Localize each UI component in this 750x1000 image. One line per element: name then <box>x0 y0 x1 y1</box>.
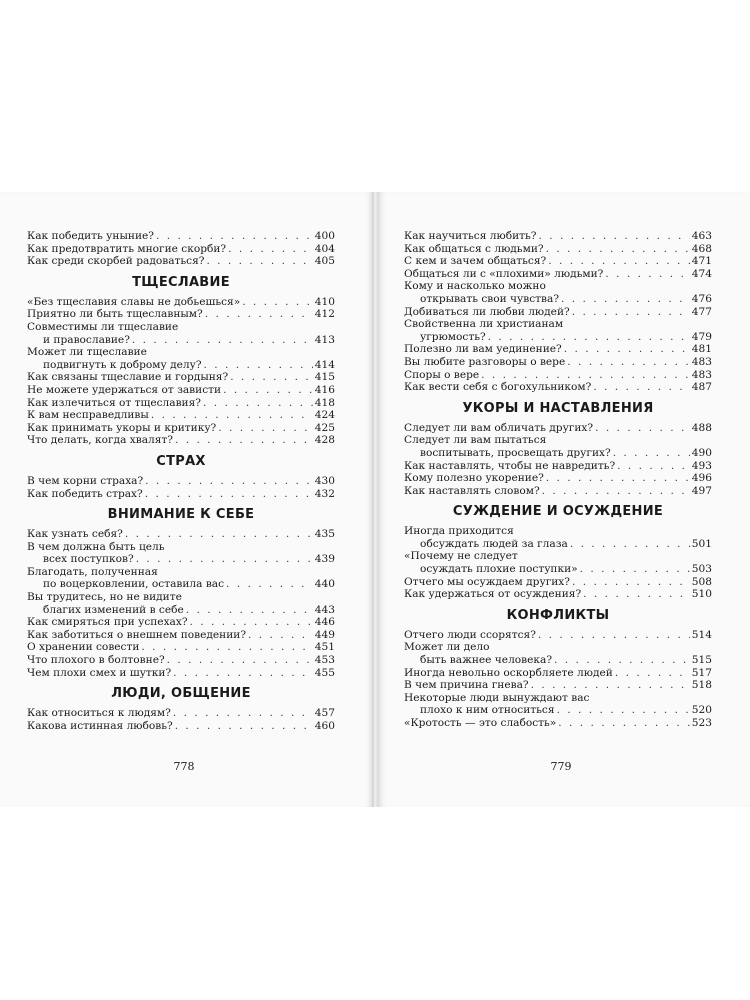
toc-entry <box>404 306 712 319</box>
toc-page-number: 479 <box>691 330 712 343</box>
toc-entry-title: Приятно ли быть тщеславным? <box>27 308 203 321</box>
toc-entry <box>27 243 335 256</box>
section-heading: УКОРЫ И НАСТАВЛЕНИЯ <box>462 400 654 416</box>
toc-entry-title: открывать свои чувства? <box>420 292 560 305</box>
toc-entry-line <box>404 588 712 601</box>
dot-leader <box>218 422 313 435</box>
dot-leader <box>230 371 313 384</box>
dot-leader <box>567 356 690 369</box>
toc-page-number: 468 <box>691 242 712 255</box>
toc-entry <box>27 528 335 541</box>
toc-page-number: 416 <box>314 383 335 396</box>
dot-leader <box>206 255 312 268</box>
toc-entry-line <box>404 230 712 243</box>
toc-page-number: 449 <box>314 628 335 641</box>
toc-entry-title: С кем и зачем общаться? <box>404 255 547 268</box>
toc-entry-title: быть важнее человека? <box>420 654 553 667</box>
toc-entry-title: Споры о вере <box>404 368 480 381</box>
toc-entry-line <box>27 578 335 591</box>
dot-leader <box>145 488 313 501</box>
toc-page-number: 435 <box>314 528 335 541</box>
toc-entry <box>404 255 712 268</box>
toc-entry-title: О хранении совести <box>27 641 140 654</box>
toc-entry-title: В чем должна быть цель <box>27 540 165 553</box>
toc-entry <box>27 654 335 667</box>
dot-leader <box>242 296 313 309</box>
toc-entry <box>27 591 335 616</box>
toc-entry-line <box>404 268 712 281</box>
toc-entry-line <box>404 485 712 498</box>
toc-page-number: 487 <box>691 381 712 394</box>
toc-entry <box>27 566 335 591</box>
dot-leader <box>203 397 313 410</box>
toc-page-number: 455 <box>314 666 335 679</box>
toc-entry-title: Может ли тщеславие <box>27 346 147 359</box>
dot-leader <box>175 720 313 733</box>
toc-entry-line <box>404 331 712 344</box>
toc-page-number: 414 <box>314 358 335 371</box>
toc-entry-line <box>404 679 712 692</box>
dot-leader <box>226 578 313 591</box>
toc-entry-title: Как наставлять, чтобы не навредить? <box>404 459 616 472</box>
toc-entry-title: Отчего люди ссорятся? <box>404 628 536 641</box>
toc-page-number: 404 <box>314 242 335 255</box>
toc-entry <box>404 243 712 256</box>
toc-page-number: 497 <box>691 484 712 497</box>
toc-entry-line <box>27 243 335 256</box>
toc-entry-title: благих изменений в себе <box>43 603 184 616</box>
toc-entry-line <box>27 475 335 488</box>
toc-entry-title: Следует ли вам пытаться <box>404 434 547 447</box>
toc-entry-title: Как предотвратить многие скорби? <box>27 242 227 255</box>
toc-entry-title: Как вести себя с богохульником? <box>404 381 592 394</box>
toc-entry <box>404 460 712 473</box>
toc-entry-title: В чем причина гнева? <box>404 679 529 692</box>
dot-leader <box>173 707 313 720</box>
toc-entry <box>27 308 335 321</box>
toc-entry <box>404 356 712 369</box>
toc-page-number: 413 <box>314 333 335 346</box>
section-heading: ВНИМАНИЕ К СЕБЕ <box>107 507 255 523</box>
toc-entry-line <box>27 308 335 321</box>
toc-entry-line <box>27 334 335 347</box>
toc-entry-line <box>27 409 335 422</box>
dot-leader <box>605 268 689 281</box>
toc-entry-title: Отчего мы осуждаем других? <box>404 575 570 588</box>
toc-entry-line <box>27 422 335 435</box>
toc-entry-line <box>404 447 712 460</box>
dot-leader <box>145 475 313 488</box>
toc-page-number: 503 <box>691 563 712 576</box>
toc-page-number: 514 <box>691 628 712 641</box>
dot-leader <box>538 629 690 642</box>
toc-entry-line <box>404 343 712 356</box>
toc-page-number: 460 <box>314 719 335 732</box>
toc-entry-line <box>404 472 712 485</box>
section-heading: КОНФЛИКТЫ <box>506 607 610 623</box>
dot-leader <box>572 576 690 589</box>
toc-entry-title: Кому и насколько можно <box>404 280 546 293</box>
toc-entry-title: и православие? <box>43 333 130 346</box>
left-page-number: 778 <box>173 760 195 773</box>
toc-entry-line <box>27 397 335 410</box>
toc-entry-title: Полезно ли вам уединение? <box>404 343 562 356</box>
toc-entry <box>27 616 335 629</box>
toc-entry <box>404 343 712 356</box>
toc-entry <box>404 434 712 459</box>
toc-entry-title: плохо к ним относиться <box>420 704 555 717</box>
toc-entry <box>27 409 335 422</box>
toc-entry <box>404 667 712 680</box>
toc-entry-line <box>404 704 712 717</box>
toc-entry <box>27 475 335 488</box>
dot-leader <box>141 641 312 654</box>
toc-entry-title: Не можете удержаться от зависти <box>27 383 222 396</box>
toc-entry-line <box>27 629 335 642</box>
dot-leader <box>548 255 690 268</box>
toc-entry-line <box>27 359 335 372</box>
toc-entry-title: Как заботиться о внешнем поведении? <box>27 628 247 641</box>
toc-page-number: 451 <box>314 641 335 654</box>
toc-page-number: 490 <box>691 446 712 459</box>
toc-entry <box>27 422 335 435</box>
toc-page-number: 443 <box>314 603 335 616</box>
toc-entry <box>27 321 335 346</box>
toc-entry-line <box>404 255 712 268</box>
toc-entry <box>404 679 712 692</box>
toc-entry <box>404 641 712 666</box>
toc-page-number: 508 <box>691 575 712 588</box>
toc-entry-title: всех поступков? <box>43 553 134 566</box>
toc-entry-line <box>404 422 712 435</box>
toc-entry-title: Как победить уныние? <box>27 230 154 242</box>
dot-leader <box>557 704 690 717</box>
dot-leader <box>205 308 313 321</box>
right-toc-column <box>404 230 712 730</box>
toc-entry-title: Вы любите разговоры о вере <box>404 355 566 368</box>
toc-entry <box>404 280 712 305</box>
toc-page-number: 488 <box>691 421 712 434</box>
toc-entry-line <box>404 629 712 642</box>
toc-entry <box>404 576 712 589</box>
toc-entry-title: Кому полезно укорение? <box>404 472 544 485</box>
toc-entry-line <box>27 720 335 733</box>
toc-entry <box>404 230 712 243</box>
toc-entry-line <box>27 230 335 243</box>
toc-entry-line <box>404 381 712 394</box>
toc-entry-title: Иногда приходится <box>404 525 514 538</box>
dot-leader <box>542 485 690 498</box>
dot-leader <box>204 359 313 372</box>
toc-entry <box>27 371 335 384</box>
dot-leader <box>248 629 313 642</box>
toc-entry <box>27 720 335 733</box>
toc-page-number: 515 <box>691 654 712 667</box>
dot-leader <box>572 306 690 319</box>
toc-entry-title: осуждать плохие поступки» <box>420 563 578 576</box>
toc-entry <box>404 588 712 601</box>
dot-leader <box>488 331 690 344</box>
toc-entry <box>27 629 335 642</box>
toc-page-number: 520 <box>691 704 712 717</box>
toc-entry-title: Чем плохи смех и шутки? <box>27 666 172 679</box>
toc-entry <box>404 422 712 435</box>
toc-page-number: 493 <box>691 459 712 472</box>
toc-page-number: 439 <box>314 553 335 566</box>
section-heading: ЛЮДИ, ОБЩЕНИЕ <box>111 686 251 702</box>
section-heading: ТЩЕСЛАВИЕ <box>132 274 230 290</box>
right-page <box>378 192 750 807</box>
toc-entry <box>27 541 335 566</box>
dot-leader <box>595 422 690 435</box>
dot-leader <box>583 588 690 601</box>
toc-entry <box>404 268 712 281</box>
toc-page-number: 428 <box>314 434 335 447</box>
toc-entry-line <box>27 654 335 667</box>
toc-entry-title: Вы трудитесь, но не видите <box>27 591 182 604</box>
toc-entry-title: Как научиться любить? <box>404 230 537 242</box>
toc-entry-line <box>27 604 335 617</box>
toc-entry <box>27 397 335 410</box>
toc-page-number: 400 <box>314 230 335 242</box>
toc-page-number: 432 <box>314 487 335 500</box>
dot-leader <box>558 717 689 730</box>
toc-entry-title: Как среди скорбей радоваться? <box>27 255 205 268</box>
toc-entry-line <box>27 296 335 309</box>
dot-leader <box>156 230 313 243</box>
toc-page-number: 463 <box>691 230 712 242</box>
toc-entry-line <box>404 563 712 576</box>
toc-page-number: 496 <box>691 472 712 485</box>
toc-page-number: 476 <box>691 292 712 305</box>
toc-entry-line <box>27 616 335 629</box>
toc-entry-title: Свойственна ли христианам <box>404 318 564 331</box>
left-page <box>0 192 373 807</box>
toc-page-number: 418 <box>314 396 335 409</box>
toc-entry <box>27 488 335 501</box>
toc-page-number: 483 <box>691 368 712 381</box>
toc-page-number: 474 <box>691 267 712 280</box>
toc-entry <box>27 255 335 268</box>
toc-page-number: 501 <box>691 537 712 550</box>
toc-entry-title: воспитывать, просвещать других? <box>420 446 611 459</box>
dot-leader <box>481 369 690 382</box>
toc-page-number: 523 <box>691 717 712 729</box>
toc-entry-line <box>404 538 712 551</box>
toc-entry-line <box>404 306 712 319</box>
toc-page-number: 481 <box>691 343 712 356</box>
dot-leader <box>136 553 313 566</box>
toc-entry-title: Как относиться к людям? <box>27 707 171 720</box>
toc-page-number: 424 <box>314 409 335 422</box>
toc-entry-line <box>404 576 712 589</box>
toc-page-number: 405 <box>314 255 335 268</box>
toc-page-number: 453 <box>314 654 335 667</box>
dot-leader <box>561 293 690 306</box>
toc-page-number: 425 <box>314 421 335 434</box>
toc-entry-title: «Почему не следует <box>404 550 518 563</box>
dot-leader <box>613 447 690 460</box>
section-heading: СТРАХ <box>156 453 206 469</box>
toc-entry-title: подвигнуть к доброму делу? <box>43 358 202 371</box>
toc-entry-title: Как принимать укоры и критику? <box>27 421 217 434</box>
toc-page-number: 410 <box>314 295 335 308</box>
left-toc-column <box>27 230 335 732</box>
toc-entry-line <box>27 255 335 268</box>
toc-page-number: 477 <box>691 305 712 318</box>
toc-entry-title: Как связаны тщеславие и гордыня? <box>27 371 229 384</box>
dot-leader <box>125 528 313 541</box>
toc-entry-line <box>27 528 335 541</box>
toc-page-number: 510 <box>691 588 712 601</box>
toc-entry-title: Благодать, полученная <box>27 565 158 578</box>
toc-entry <box>404 525 712 550</box>
toc-entry-title: К вам несправедливы <box>27 409 149 422</box>
toc-entry-title: Некоторые люди вынуждают вас <box>404 691 590 704</box>
toc-page-number: 440 <box>314 578 335 591</box>
toc-entry <box>404 472 712 485</box>
toc-entry <box>27 641 335 654</box>
toc-entry-title: Добиваться ли любви людей? <box>404 305 570 318</box>
toc-page-number: 517 <box>691 666 712 679</box>
toc-page-number: 446 <box>314 616 335 629</box>
toc-entry-line <box>27 434 335 447</box>
toc-entry-title: Может ли дело <box>404 641 490 654</box>
dot-leader <box>580 563 690 576</box>
dot-leader <box>228 243 313 256</box>
dot-leader <box>132 334 313 347</box>
dot-leader <box>190 616 313 629</box>
toc-entry-line <box>404 369 712 382</box>
toc-entry-title: Как общаться с людьми? <box>404 242 544 255</box>
toc-entry-line <box>404 654 712 667</box>
toc-entry-title: обсуждать людей за глаза <box>420 537 568 550</box>
toc-entry <box>27 346 335 371</box>
toc-entry-line <box>27 384 335 397</box>
toc-entry <box>27 230 335 243</box>
toc-page-number: 430 <box>314 474 335 487</box>
toc-entry <box>404 381 712 394</box>
toc-entry-line <box>404 293 712 306</box>
toc-entry-line <box>27 488 335 501</box>
toc-entry-title: Совместимы ли тщеславие <box>27 320 179 333</box>
dot-leader <box>617 460 690 473</box>
toc-entry <box>404 369 712 382</box>
toc-entry <box>27 434 335 447</box>
toc-entry <box>27 667 335 680</box>
toc-entry-line <box>27 553 335 566</box>
toc-entry-title: по воцерковлении, оставила вас <box>43 578 225 591</box>
dot-leader <box>546 243 690 256</box>
toc-entry-title: Иногда невольно оскорбляете людей <box>404 666 613 679</box>
toc-page-number: 412 <box>314 308 335 321</box>
toc-entry-line <box>27 371 335 384</box>
toc-entry-title: Следует ли вам обличать других? <box>404 421 594 434</box>
dot-leader <box>167 654 313 667</box>
dot-leader <box>570 538 690 551</box>
toc-entry-line <box>404 717 712 730</box>
toc-entry-title: угрюмость? <box>420 330 486 343</box>
toc-page-number: 483 <box>691 355 712 368</box>
toc-entry-title: «Кротость — это слабость» <box>404 717 557 729</box>
dot-leader <box>173 667 313 680</box>
toc-entry <box>404 485 712 498</box>
dot-leader <box>615 667 690 680</box>
toc-entry <box>27 384 335 397</box>
toc-entry-line <box>404 243 712 256</box>
toc-entry-line <box>27 641 335 654</box>
toc-entry <box>404 629 712 642</box>
toc-entry-line <box>404 460 712 473</box>
toc-entry-title: В чем корни страха? <box>27 474 144 487</box>
dot-leader <box>531 679 690 692</box>
toc-page-number: 471 <box>691 255 712 268</box>
toc-entry-title: Что делать, когда хвалят? <box>27 434 173 447</box>
toc-entry-title: Как удержаться от осуждения? <box>404 588 582 601</box>
toc-entry-title: Как узнать себя? <box>27 528 123 541</box>
dot-leader <box>593 381 689 394</box>
toc-entry-title: Как наставлять словом? <box>404 484 540 497</box>
dot-leader <box>546 472 690 485</box>
toc-entry <box>404 717 712 730</box>
toc-entry-line <box>27 667 335 680</box>
dot-leader <box>539 230 690 243</box>
toc-entry-title: Что плохого в болтовне? <box>27 654 165 667</box>
toc-entry <box>404 692 712 717</box>
toc-entry <box>404 318 712 343</box>
toc-entry-title: «Без тщеславия славы не добьешься» <box>27 295 241 308</box>
toc-entry <box>27 296 335 309</box>
dot-leader <box>151 409 313 422</box>
toc-page-number: 518 <box>691 679 712 692</box>
right-page-number: 779 <box>550 760 572 773</box>
dot-leader <box>564 343 690 356</box>
toc-entry-line <box>404 356 712 369</box>
toc-entry-line <box>404 667 712 680</box>
dot-leader <box>175 434 313 447</box>
toc-entry-title: Как излечиться от тщеславия? <box>27 396 201 409</box>
toc-page-number: 415 <box>314 371 335 384</box>
toc-entry-line <box>27 707 335 720</box>
toc-entry <box>27 707 335 720</box>
dot-leader <box>186 604 313 617</box>
toc-entry <box>404 550 712 575</box>
toc-entry-title: Общаться ли с «плохими» людьми? <box>404 267 604 280</box>
toc-entry-title: Как победить страх? <box>27 487 143 500</box>
dot-leader <box>223 384 313 397</box>
toc-entry-title: Как смиряться при успехах? <box>27 616 188 629</box>
dot-leader <box>554 654 690 667</box>
section-heading: СУЖДЕНИЕ И ОСУЖДЕНИЕ <box>452 504 664 520</box>
toc-page-number: 457 <box>314 707 335 720</box>
toc-entry-title: Какова истинная любовь? <box>27 719 173 732</box>
